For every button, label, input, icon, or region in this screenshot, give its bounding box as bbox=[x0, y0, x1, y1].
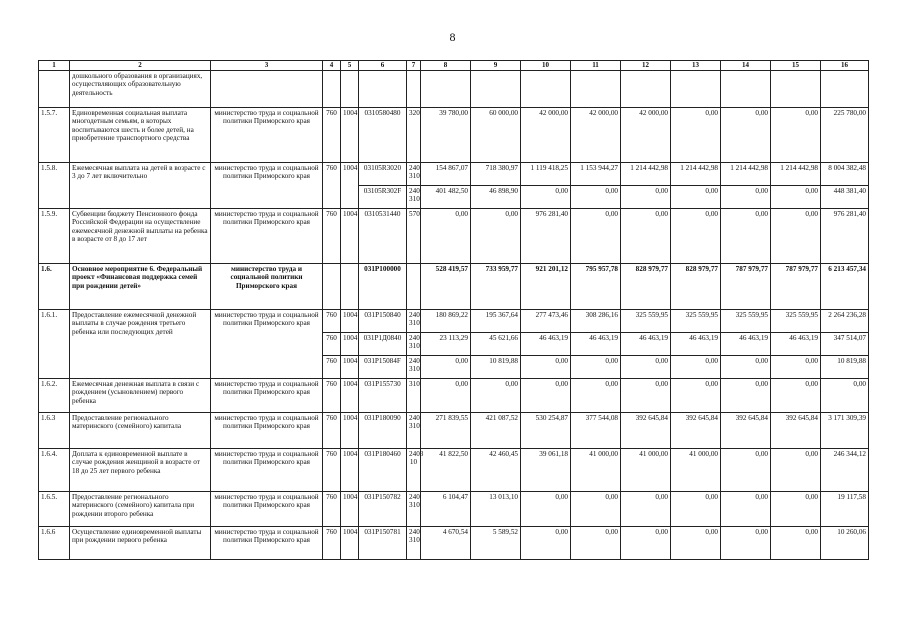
code-cell: 570 bbox=[407, 209, 421, 264]
amount-cell: 392 645,84 bbox=[771, 413, 821, 449]
column-header: 15 bbox=[771, 61, 821, 71]
amount-cell: 828 979,77 bbox=[621, 264, 671, 310]
executor: министерство труда и социальной политики Приморского края bbox=[211, 379, 323, 413]
table-cell bbox=[39, 71, 70, 108]
code-cell: 240 310 bbox=[407, 356, 421, 379]
code-cell: 1004 bbox=[341, 163, 359, 209]
code-cell: 240 310 bbox=[407, 310, 421, 333]
row-number: 1.6.4. bbox=[39, 449, 70, 492]
row-number: 1.6.5. bbox=[39, 492, 70, 527]
amount-cell: 325 559,95 bbox=[621, 310, 671, 333]
amount-cell: 46 463,19 bbox=[571, 333, 621, 356]
measure-name: Ежемесячная денежная выплата в связи с рождением (усыновлением) первого ребенка bbox=[70, 379, 211, 413]
amount-cell: 39 061,18 bbox=[521, 449, 571, 492]
column-header: 9 bbox=[471, 61, 521, 71]
code-cell: 1004 bbox=[341, 310, 359, 333]
code-cell: 1004 bbox=[341, 333, 359, 356]
code-cell: 240 310 bbox=[407, 333, 421, 356]
column-header: 2 bbox=[70, 61, 211, 71]
amount-cell: 23 113,29 bbox=[421, 333, 471, 356]
amount-cell: 46 463,19 bbox=[771, 333, 821, 356]
executor: министерство труда и социальной политики Приморского края bbox=[211, 163, 323, 209]
amount-cell: 42 000,00 bbox=[621, 108, 671, 163]
table-cell bbox=[341, 264, 359, 310]
executor: министерство труда и социальной политики Приморского края bbox=[211, 310, 323, 379]
code-cell: 031P150782 bbox=[359, 492, 407, 527]
table-cell bbox=[211, 71, 323, 108]
amount-cell: 0,00 bbox=[621, 186, 671, 209]
measure-name: Доплата к единовременной выплате в случае рождения женщиной в возрасте от 18 до 25 лет первого ребенка bbox=[70, 449, 211, 492]
table-row bbox=[39, 163, 869, 186]
amount-cell: 41 000,00 bbox=[671, 449, 721, 492]
amount-cell: 0,00 bbox=[521, 356, 571, 379]
amount-cell: 0,00 bbox=[771, 379, 821, 413]
amount-cell: 0,00 bbox=[771, 108, 821, 163]
amount-cell: 195 367,64 bbox=[471, 310, 521, 333]
amount-cell: 0,00 bbox=[771, 186, 821, 209]
amount-cell: 392 645,84 bbox=[671, 413, 721, 449]
code-cell: 240 310 bbox=[407, 527, 421, 560]
amount-cell: 10 260,06 bbox=[821, 527, 869, 560]
table-cell bbox=[323, 71, 341, 108]
table-cell bbox=[521, 71, 571, 108]
code-cell: 760 bbox=[323, 108, 341, 163]
row-number: 1.6.6 bbox=[39, 527, 70, 560]
table-cell bbox=[621, 71, 671, 108]
amount-cell: 976 281,40 bbox=[821, 209, 869, 264]
amount-cell: 6 104,47 bbox=[421, 492, 471, 527]
code-cell: 03105R302F bbox=[359, 186, 407, 209]
code-cell: 760 bbox=[323, 310, 341, 333]
code-cell: 320 bbox=[407, 108, 421, 163]
column-header: 3 bbox=[211, 61, 323, 71]
amount-cell: 42 460,45 bbox=[471, 449, 521, 492]
amount-cell: 41 822,50 bbox=[421, 449, 471, 492]
amount-cell: 530 254,87 bbox=[521, 413, 571, 449]
code-cell: 760 bbox=[323, 333, 341, 356]
amount-cell: 277 473,46 bbox=[521, 310, 571, 333]
code-cell: 031P155730 bbox=[359, 379, 407, 413]
code-cell: 760 bbox=[323, 163, 341, 209]
code-cell: 031P15084F bbox=[359, 356, 407, 379]
amount-cell: 0,00 bbox=[721, 356, 771, 379]
row-number: 1.6.1. bbox=[39, 310, 70, 379]
measure-name: дошкольного образования в организациях, осуществляющих образовательную деятельность bbox=[70, 71, 211, 108]
code-cell: 240 310 bbox=[407, 492, 421, 527]
code-cell: 310 bbox=[407, 379, 421, 413]
amount-cell: 325 559,95 bbox=[771, 310, 821, 333]
amount-cell: 0,00 bbox=[671, 356, 721, 379]
amount-cell: 0,00 bbox=[721, 527, 771, 560]
table-cell bbox=[671, 71, 721, 108]
code-cell: 0310580480 bbox=[359, 108, 407, 163]
amount-cell: 0,00 bbox=[421, 356, 471, 379]
amount-cell: 0,00 bbox=[671, 379, 721, 413]
table-body bbox=[39, 61, 869, 560]
executor: министерство труда и социальной политики Приморского края bbox=[211, 264, 323, 310]
amount-cell: 0,00 bbox=[671, 209, 721, 264]
amount-cell: 0,00 bbox=[571, 379, 621, 413]
amount-cell: 45 621,66 bbox=[471, 333, 521, 356]
table-row bbox=[39, 264, 869, 310]
executor: министерство труда и социальной политики Приморского края bbox=[211, 108, 323, 163]
column-header: 13 bbox=[671, 61, 721, 71]
amount-cell: 0,00 bbox=[621, 209, 671, 264]
code-cell: 760 bbox=[323, 379, 341, 413]
code-cell: 1004 bbox=[341, 356, 359, 379]
amount-cell: 46 463,19 bbox=[721, 333, 771, 356]
column-header: 8 bbox=[421, 61, 471, 71]
amount-cell: 0,00 bbox=[671, 108, 721, 163]
code-cell: 2403 10 bbox=[407, 449, 421, 492]
table-cell bbox=[471, 71, 521, 108]
amount-cell: 0,00 bbox=[471, 209, 521, 264]
amount-cell: 718 380,97 bbox=[471, 163, 521, 186]
amount-cell: 39 780,00 bbox=[421, 108, 471, 163]
amount-cell: 377 544,08 bbox=[571, 413, 621, 449]
code-cell: 1004 bbox=[341, 379, 359, 413]
amount-cell: 1 214 442,98 bbox=[671, 163, 721, 186]
code-cell: 760 bbox=[323, 356, 341, 379]
amount-cell: 41 000,00 bbox=[571, 449, 621, 492]
amount-cell: 448 381,40 bbox=[821, 186, 869, 209]
amount-cell: 6 213 457,34 bbox=[821, 264, 869, 310]
amount-cell: 42 000,00 bbox=[571, 108, 621, 163]
executor: министерство труда и социальной политики Приморского края bbox=[211, 449, 323, 492]
amount-cell: 46 463,19 bbox=[621, 333, 671, 356]
amount-cell: 46 463,19 bbox=[521, 333, 571, 356]
measure-name: Единовременная социальная выплата многодетным семьям, в которых воспитываются шесть и более детей, на приобретение транспортного средства bbox=[70, 108, 211, 163]
table-row bbox=[39, 527, 869, 560]
row-number: 1.5.7. bbox=[39, 108, 70, 163]
code-cell: 031P100000 bbox=[359, 264, 407, 310]
amount-cell: 0,00 bbox=[671, 492, 721, 527]
code-cell: 240 310 bbox=[407, 163, 421, 186]
measure-name: Субвенции бюджету Пенсионного фонда Российской Федерации на осуществление ежемесячной денежной выплаты на ребенка в возрасте от 8 до 17 лет bbox=[70, 209, 211, 264]
row-number: 1.6.2. bbox=[39, 379, 70, 413]
amount-cell: 42 000,00 bbox=[521, 108, 571, 163]
amount-cell: 225 780,00 bbox=[821, 108, 869, 163]
amount-cell: 19 117,58 bbox=[821, 492, 869, 527]
amount-cell: 2 264 236,28 bbox=[821, 310, 869, 333]
code-cell: 760 bbox=[323, 527, 341, 560]
column-header: 5 bbox=[341, 61, 359, 71]
amount-cell: 421 087,52 bbox=[471, 413, 521, 449]
amount-cell: 795 957,78 bbox=[571, 264, 621, 310]
code-cell: 1004 bbox=[341, 108, 359, 163]
code-cell: 1004 bbox=[341, 209, 359, 264]
amount-cell: 10 819,88 bbox=[471, 356, 521, 379]
amount-cell: 325 559,95 bbox=[671, 310, 721, 333]
table-cell bbox=[821, 71, 869, 108]
measure-name: Предоставление регионального материнского (семейного) капитала при рождении второго ребенка bbox=[70, 492, 211, 527]
amount-cell: 154 867,07 bbox=[421, 163, 471, 186]
amount-cell: 1 214 442,98 bbox=[621, 163, 671, 186]
column-header: 10 bbox=[521, 61, 571, 71]
table-cell bbox=[359, 71, 407, 108]
amount-cell: 1 153 944,27 bbox=[571, 163, 621, 186]
executor: министерство труда и социальной политики Приморского края bbox=[211, 413, 323, 449]
amount-cell: 5 589,52 bbox=[471, 527, 521, 560]
code-cell: 760 bbox=[323, 492, 341, 527]
table-cell bbox=[323, 264, 341, 310]
amount-cell: 3 171 309,39 bbox=[821, 413, 869, 449]
amount-cell: 0,00 bbox=[571, 186, 621, 209]
amount-cell: 528 419,57 bbox=[421, 264, 471, 310]
amount-cell: 0,00 bbox=[721, 209, 771, 264]
column-header: 7 bbox=[407, 61, 421, 71]
table-row bbox=[39, 209, 869, 264]
code-cell: 240 310 bbox=[407, 413, 421, 449]
amount-cell: 0,00 bbox=[721, 379, 771, 413]
amount-cell: 0,00 bbox=[771, 356, 821, 379]
amount-cell: 0,00 bbox=[571, 209, 621, 264]
table-row bbox=[39, 379, 869, 413]
table-cell bbox=[771, 71, 821, 108]
amount-cell: 0,00 bbox=[521, 186, 571, 209]
amount-cell: 1 119 418,25 bbox=[521, 163, 571, 186]
amount-cell: 0,00 bbox=[621, 379, 671, 413]
code-cell: 03105R3020 bbox=[359, 163, 407, 186]
amount-cell: 828 979,77 bbox=[671, 264, 721, 310]
column-header: 4 bbox=[323, 61, 341, 71]
amount-cell: 180 869,22 bbox=[421, 310, 471, 333]
table-cell bbox=[571, 71, 621, 108]
code-cell: 760 bbox=[323, 209, 341, 264]
code-cell: 031P180460 bbox=[359, 449, 407, 492]
amount-cell: 0,00 bbox=[821, 379, 869, 413]
executor: министерство труда и социальной политики Приморского края bbox=[211, 527, 323, 560]
code-cell: 031P150840 bbox=[359, 310, 407, 333]
row-number: 1.5.8. bbox=[39, 163, 70, 209]
amount-cell: 46 463,19 bbox=[671, 333, 721, 356]
amount-cell: 976 281,40 bbox=[521, 209, 571, 264]
code-cell: 1004 bbox=[341, 413, 359, 449]
column-header: 12 bbox=[621, 61, 671, 71]
code-cell: 760 bbox=[323, 449, 341, 492]
amount-cell: 0,00 bbox=[571, 356, 621, 379]
amount-cell: 0,00 bbox=[721, 108, 771, 163]
amount-cell: 271 839,55 bbox=[421, 413, 471, 449]
amount-cell: 0,00 bbox=[471, 379, 521, 413]
amount-cell: 347 514,07 bbox=[821, 333, 869, 356]
amount-cell: 308 286,16 bbox=[571, 310, 621, 333]
amount-cell: 0,00 bbox=[771, 449, 821, 492]
amount-cell: 0,00 bbox=[721, 449, 771, 492]
column-header: 11 bbox=[571, 61, 621, 71]
table-row bbox=[39, 449, 869, 492]
amount-cell: 0,00 bbox=[521, 379, 571, 413]
amount-cell: 0,00 bbox=[721, 492, 771, 527]
table-row bbox=[39, 108, 869, 163]
code-cell: 1004 bbox=[341, 492, 359, 527]
code-cell: 031P180090 bbox=[359, 413, 407, 449]
measure-name: Основное мероприятие 6. Федеральный проект «Финансовая поддержка семей при рождении детей» bbox=[70, 264, 211, 310]
table-cell bbox=[341, 71, 359, 108]
row-number: 1.6. bbox=[39, 264, 70, 310]
amount-cell: 0,00 bbox=[671, 186, 721, 209]
table-row bbox=[39, 310, 869, 333]
code-cell: 240 310 bbox=[407, 186, 421, 209]
table-row bbox=[39, 492, 869, 527]
row-number: 1.6.3 bbox=[39, 413, 70, 449]
amount-cell: 0,00 bbox=[571, 492, 621, 527]
amount-cell: 787 979,77 bbox=[771, 264, 821, 310]
column-header: 14 bbox=[721, 61, 771, 71]
executor: министерство труда и социальной политики Приморского края bbox=[211, 209, 323, 264]
code-cell: 1004 bbox=[341, 527, 359, 560]
executor: министерство труда и социальной политики Приморского края bbox=[211, 492, 323, 527]
amount-cell: 1 214 442,98 bbox=[721, 163, 771, 186]
table-cell bbox=[421, 71, 471, 108]
table-row bbox=[39, 71, 869, 108]
amount-cell: 0,00 bbox=[721, 186, 771, 209]
table-cell bbox=[721, 71, 771, 108]
header-row bbox=[39, 61, 869, 71]
amount-cell: 325 559,95 bbox=[721, 310, 771, 333]
measure-name: Предоставление регионального материнского (семейного) капитала bbox=[70, 413, 211, 449]
amount-cell: 0,00 bbox=[521, 527, 571, 560]
amount-cell: 0,00 bbox=[521, 492, 571, 527]
amount-cell: 1 214 442,98 bbox=[771, 163, 821, 186]
amount-cell: 921 201,12 bbox=[521, 264, 571, 310]
table-cell bbox=[407, 264, 421, 310]
row-number: 1.5.9. bbox=[39, 209, 70, 264]
code-cell: 031P150781 bbox=[359, 527, 407, 560]
code-cell: 0310531440 bbox=[359, 209, 407, 264]
column-header: 16 bbox=[821, 61, 869, 71]
amount-cell: 392 645,84 bbox=[721, 413, 771, 449]
amount-cell: 0,00 bbox=[621, 356, 671, 379]
budget-table bbox=[38, 60, 869, 560]
amount-cell: 0,00 bbox=[421, 379, 471, 413]
amount-cell: 0,00 bbox=[771, 527, 821, 560]
amount-cell: 60 000,00 bbox=[471, 108, 521, 163]
amount-cell: 787 979,77 bbox=[721, 264, 771, 310]
amount-cell: 392 645,84 bbox=[621, 413, 671, 449]
table-row bbox=[39, 413, 869, 449]
amount-cell: 41 000,00 bbox=[621, 449, 671, 492]
amount-cell: 733 959,77 bbox=[471, 264, 521, 310]
measure-name: Осуществление единовременной выплаты при рождении первого ребенка bbox=[70, 527, 211, 560]
column-header: 6 bbox=[359, 61, 407, 71]
amount-cell: 10 819,88 bbox=[821, 356, 869, 379]
amount-cell: 0,00 bbox=[621, 492, 671, 527]
amount-cell: 246 344,12 bbox=[821, 449, 869, 492]
code-cell: 031P1Д0840 bbox=[359, 333, 407, 356]
code-cell: 1004 bbox=[341, 449, 359, 492]
measure-name: Предоставление ежемесячной денежной выплаты в случае рождения третьего ребенка или последующих детей bbox=[70, 310, 211, 379]
table-cell bbox=[407, 71, 421, 108]
amount-cell: 0,00 bbox=[621, 527, 671, 560]
amount-cell: 401 482,50 bbox=[421, 186, 471, 209]
amount-cell: 0,00 bbox=[771, 492, 821, 527]
measure-name: Ежемесячная выплата на детей в возрасте с 3 до 7 лет включительно bbox=[70, 163, 211, 209]
column-header: 1 bbox=[39, 61, 70, 71]
amount-cell: 0,00 bbox=[671, 527, 721, 560]
amount-cell: 0,00 bbox=[771, 209, 821, 264]
amount-cell: 46 898,90 bbox=[471, 186, 521, 209]
amount-cell: 0,00 bbox=[571, 527, 621, 560]
code-cell: 760 bbox=[323, 413, 341, 449]
amount-cell: 0,00 bbox=[421, 209, 471, 264]
amount-cell: 13 013,10 bbox=[471, 492, 521, 527]
amount-cell: 8 004 382,48 bbox=[821, 163, 869, 186]
page-number: 8 bbox=[449, 30, 456, 44]
amount-cell: 4 670,54 bbox=[421, 527, 471, 560]
